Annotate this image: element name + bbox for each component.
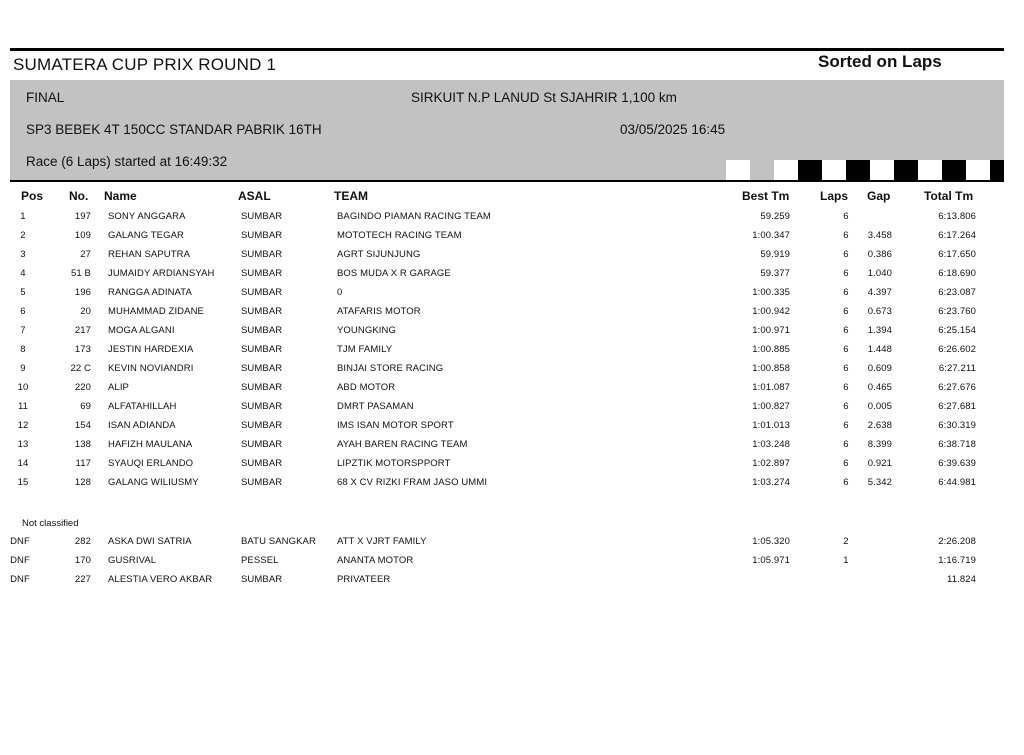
cell-no: 138 [74, 439, 91, 450]
cell-total: 6:18.690 [938, 268, 976, 279]
cell-gap: 0.386 [867, 249, 892, 260]
cell-team: AYAH BAREN RACING TEAM [337, 439, 468, 450]
cell-gap: 4.397 [867, 287, 892, 298]
not-classified-row [0, 552, 1024, 571]
cell-team: 0 [337, 287, 343, 298]
column-header-best: Best Tm [742, 189, 790, 203]
cell-name: ISAN ADIANDA [108, 420, 176, 431]
cell-asal: SUMBAR [241, 287, 283, 298]
cell-no: 22 C [70, 363, 91, 374]
cell-best: 1:00.827 [752, 401, 790, 412]
cell-pos: 1 [20, 211, 26, 222]
cell-pos: 14 [17, 458, 29, 469]
result-row [0, 284, 1024, 303]
checker-square [798, 160, 822, 180]
cell-no: 196 [74, 287, 91, 298]
cell-pos: 9 [20, 363, 26, 374]
result-row [0, 341, 1024, 360]
checker-square [918, 160, 942, 180]
checker-square [942, 160, 966, 180]
cell-pos: 7 [20, 325, 26, 336]
cell-no: 173 [74, 344, 91, 355]
cell-pos: DNF [10, 536, 30, 547]
cell-pos: 13 [17, 439, 29, 450]
checker-square [894, 160, 918, 180]
cell-laps: 6 [843, 287, 849, 298]
column-header-asal: ASAL [238, 189, 271, 203]
cell-total: 6:30.319 [938, 420, 976, 431]
cell-asal: SUMBAR [241, 344, 283, 355]
cell-name: REHAN SAPUTRA [108, 249, 191, 260]
cell-asal: SUMBAR [241, 477, 283, 488]
cell-name: ALFATAHILLAH [108, 401, 177, 412]
cell-name: SONY ANGGARA [108, 211, 186, 222]
cell-asal: SUMBAR [241, 211, 283, 222]
cell-team: LIPZTIK MOTORSPPORT [337, 458, 451, 469]
cell-no: 217 [74, 325, 91, 336]
cell-asal: SUMBAR [241, 574, 283, 585]
cell-pos: DNF [10, 555, 30, 566]
cell-team: IMS ISAN MOTOR SPORT [337, 420, 454, 431]
result-row [0, 474, 1024, 493]
cell-team: BAGINDO PIAMAN RACING TEAM [337, 211, 491, 222]
not-classified-row [0, 571, 1024, 590]
cell-total: 6:39.639 [938, 458, 976, 469]
cell-best: 1:00.971 [752, 325, 790, 336]
cell-team: ABD MOTOR [337, 382, 396, 393]
cell-laps: 6 [843, 306, 849, 317]
cell-name: GALANG TEGAR [108, 230, 184, 241]
cell-pos: 12 [17, 420, 29, 431]
checker-square [966, 160, 990, 180]
cell-name: ASKA DWI SATRIA [108, 536, 192, 547]
cell-team: DMRT PASAMAN [337, 401, 414, 412]
cell-name: GALANG WILIUSMY [108, 477, 199, 488]
cell-gap: 8.399 [867, 439, 892, 450]
cell-pos: 8 [20, 344, 26, 355]
cell-no: 282 [74, 536, 91, 547]
cell-laps: 6 [843, 363, 849, 374]
cell-pos: 6 [20, 306, 26, 317]
cell-total: 6:23.087 [938, 287, 976, 298]
cell-name: SYAUQI ERLANDO [108, 458, 194, 469]
page-title: SUMATERA CUP PRIX ROUND 1 [13, 55, 277, 74]
cell-asal: BATU SANGKAR [241, 536, 316, 547]
cell-team: ANANTA MOTOR [337, 555, 414, 566]
cell-laps: 6 [843, 420, 849, 431]
cell-asal: PESSEL [241, 555, 279, 566]
result-row [0, 265, 1024, 284]
cell-asal: SUMBAR [241, 306, 283, 317]
cell-gap: 3.458 [867, 230, 892, 241]
cell-asal: SUMBAR [241, 382, 283, 393]
cell-best: 1:00.335 [752, 287, 790, 298]
cell-asal: SUMBAR [241, 268, 283, 279]
cell-laps: 6 [843, 439, 849, 450]
cell-no: 51 B [71, 268, 91, 279]
cell-no: 220 [74, 382, 91, 393]
column-header-laps: Laps [820, 189, 849, 203]
checker-square [774, 160, 798, 180]
result-row [0, 246, 1024, 265]
cell-team: 68 X CV RIZKI FRAM JASO UMMI [337, 477, 488, 488]
cell-gap: 2.638 [867, 420, 892, 431]
cell-gap: 1.448 [867, 344, 892, 355]
cell-no: 69 [80, 401, 91, 412]
column-header-gap: Gap [867, 189, 891, 203]
cell-total: 11.824 [947, 574, 976, 585]
cell-best: 1:01.013 [752, 420, 790, 431]
result-row [0, 208, 1024, 227]
cell-best: 1:03.274 [752, 477, 790, 488]
cell-total: 1:16.719 [938, 555, 976, 566]
cell-asal: SUMBAR [241, 401, 283, 412]
cell-laps: 6 [843, 401, 849, 412]
cell-asal: SUMBAR [241, 439, 283, 450]
checker-square [726, 160, 750, 180]
cell-no: 197 [74, 211, 91, 222]
result-row [0, 398, 1024, 417]
checker-square [870, 160, 894, 180]
cell-name: MOGA ALGANI [108, 325, 175, 336]
cell-team: AGRT SIJUNJUNG [337, 249, 421, 260]
column-header-no: No. [69, 189, 89, 203]
cell-pos: 2 [20, 230, 26, 241]
cell-pos: 3 [20, 249, 26, 260]
cell-name: KEVIN NOVIANDRI [108, 363, 194, 374]
cell-pos: 4 [20, 268, 26, 279]
cell-best: 59.919 [760, 249, 790, 260]
cell-best: 1:02.897 [752, 458, 790, 469]
result-row [0, 379, 1024, 398]
cell-total: 6:25.154 [938, 325, 976, 336]
cell-team: PRIVATEER [337, 574, 391, 585]
column-header-total: Total Tm [924, 189, 974, 203]
cell-total: 6:13.806 [938, 211, 976, 222]
cell-pos: 15 [17, 477, 29, 488]
cell-no: 109 [74, 230, 91, 241]
cell-name: RANGGA ADINATA [108, 287, 192, 298]
cell-gap: 0.465 [867, 382, 892, 393]
cell-best: 1:01.087 [752, 382, 790, 393]
cell-gap: 0.673 [867, 306, 892, 317]
cell-no: 227 [74, 574, 91, 585]
class-label: SP3 BEBEK 4T 150CC STANDAR PABRIK 16TH [26, 122, 322, 137]
circuit-label: SIRKUIT N.P LANUD St SJAHRIR 1,100 km [411, 90, 677, 105]
cell-best: 1:00.942 [752, 306, 790, 317]
cell-gap: 0.921 [867, 458, 892, 469]
cell-laps: 6 [843, 249, 849, 260]
column-header-pos: Pos [21, 189, 44, 203]
cell-laps: 6 [843, 230, 849, 241]
result-row [0, 227, 1024, 246]
cell-laps: 6 [843, 458, 849, 469]
cell-gap: 1.394 [867, 325, 892, 336]
result-row [0, 455, 1024, 474]
cell-asal: SUMBAR [241, 230, 283, 241]
cell-total: 2:26.208 [938, 536, 976, 547]
cell-name: ALIP [108, 382, 129, 393]
result-row [0, 303, 1024, 322]
cell-total: 6:17.264 [938, 230, 976, 241]
column-header-name: Name [104, 189, 137, 203]
cell-no: 27 [80, 249, 91, 260]
cell-asal: SUMBAR [241, 458, 283, 469]
cell-asal: SUMBAR [241, 325, 283, 336]
cell-pos: DNF [10, 574, 30, 585]
cell-pos: 11 [17, 401, 29, 412]
result-row [0, 417, 1024, 436]
cell-total: 6:27.676 [938, 382, 976, 393]
cell-pos: 5 [20, 287, 26, 298]
result-row [0, 436, 1024, 455]
cell-team: ATAFARIS MOTOR [337, 306, 421, 317]
cell-asal: SUMBAR [241, 363, 283, 374]
cell-gap: 0.609 [867, 363, 892, 374]
cell-best: 59.259 [760, 211, 790, 222]
cell-laps: 6 [843, 477, 849, 488]
cell-name: JUMAIDY ARDIANSYAH [108, 268, 215, 279]
cell-gap: 1.040 [867, 268, 892, 279]
cell-name: GUSRIVAL [108, 555, 157, 566]
cell-name: ALESTIA VERO AKBAR [108, 574, 213, 585]
cell-total: 6:26.602 [938, 344, 976, 355]
cell-gap: 0.005 [867, 401, 892, 412]
cell-best: 1:00.885 [752, 344, 790, 355]
not-classified-label: Not classified [22, 518, 79, 529]
event-banner [10, 80, 1004, 180]
cell-pos: 10 [17, 382, 29, 393]
banner-bottom-rule [10, 180, 1004, 182]
cell-name: MUHAMMAD ZIDANE [108, 306, 204, 317]
checker-square [846, 160, 870, 180]
cell-team: BINJAI STORE RACING [337, 363, 444, 374]
column-header-team: TEAM [334, 189, 368, 203]
cell-no: 20 [80, 306, 91, 317]
cell-laps: 6 [843, 211, 849, 222]
session-label: FINAL [26, 90, 65, 105]
checker-square [990, 160, 1004, 180]
cell-best: 1:05.320 [752, 536, 790, 547]
cell-no: 154 [74, 420, 91, 431]
cell-laps: 6 [843, 382, 849, 393]
cell-best: 1:00.347 [752, 230, 790, 241]
top-rule [10, 48, 1004, 51]
datetime-label: 03/05/2025 16:45 [620, 122, 726, 137]
cell-total: 6:38.718 [938, 439, 976, 450]
cell-team: YOUNGKING [337, 325, 396, 336]
cell-laps: 6 [843, 268, 849, 279]
cell-laps: 1 [843, 555, 849, 566]
cell-laps: 2 [843, 536, 849, 547]
cell-team: TJM FAMILY [337, 344, 393, 355]
cell-total: 6:27.211 [938, 363, 976, 374]
cell-team: BOS MUDA X R GARAGE [337, 268, 451, 279]
cell-gap: 5.342 [867, 477, 892, 488]
cell-team: ATT X VJRT FAMILY [337, 536, 427, 547]
cell-total: 6:44.981 [938, 477, 976, 488]
cell-best: 59.377 [760, 268, 790, 279]
cell-asal: SUMBAR [241, 249, 283, 260]
cell-best: 1:03.248 [752, 439, 790, 450]
cell-no: 128 [74, 477, 91, 488]
result-row [0, 322, 1024, 341]
cell-total: 6:23.760 [938, 306, 976, 317]
cell-total: 6:27.681 [938, 401, 976, 412]
cell-best: 1:00.858 [752, 363, 790, 374]
race-info-label: Race (6 Laps) started at 16:49:32 [26, 154, 228, 169]
not-classified-row [0, 533, 1024, 552]
cell-team: MOTOTECH RACING TEAM [337, 230, 462, 241]
cell-total: 6:17.650 [938, 249, 976, 260]
cell-name: HAFIZH MAULANA [108, 439, 193, 450]
cell-asal: SUMBAR [241, 420, 283, 431]
checker-square [822, 160, 846, 180]
cell-best: 1:05.971 [752, 555, 790, 566]
checkered-flag-graphic [726, 160, 1004, 180]
cell-no: 170 [74, 555, 91, 566]
cell-name: JESTIN HARDEXIA [108, 344, 194, 355]
cell-laps: 6 [843, 344, 849, 355]
result-row [0, 360, 1024, 379]
sort-label: Sorted on Laps [818, 52, 942, 71]
cell-no: 117 [75, 458, 91, 469]
cell-laps: 6 [843, 325, 849, 336]
